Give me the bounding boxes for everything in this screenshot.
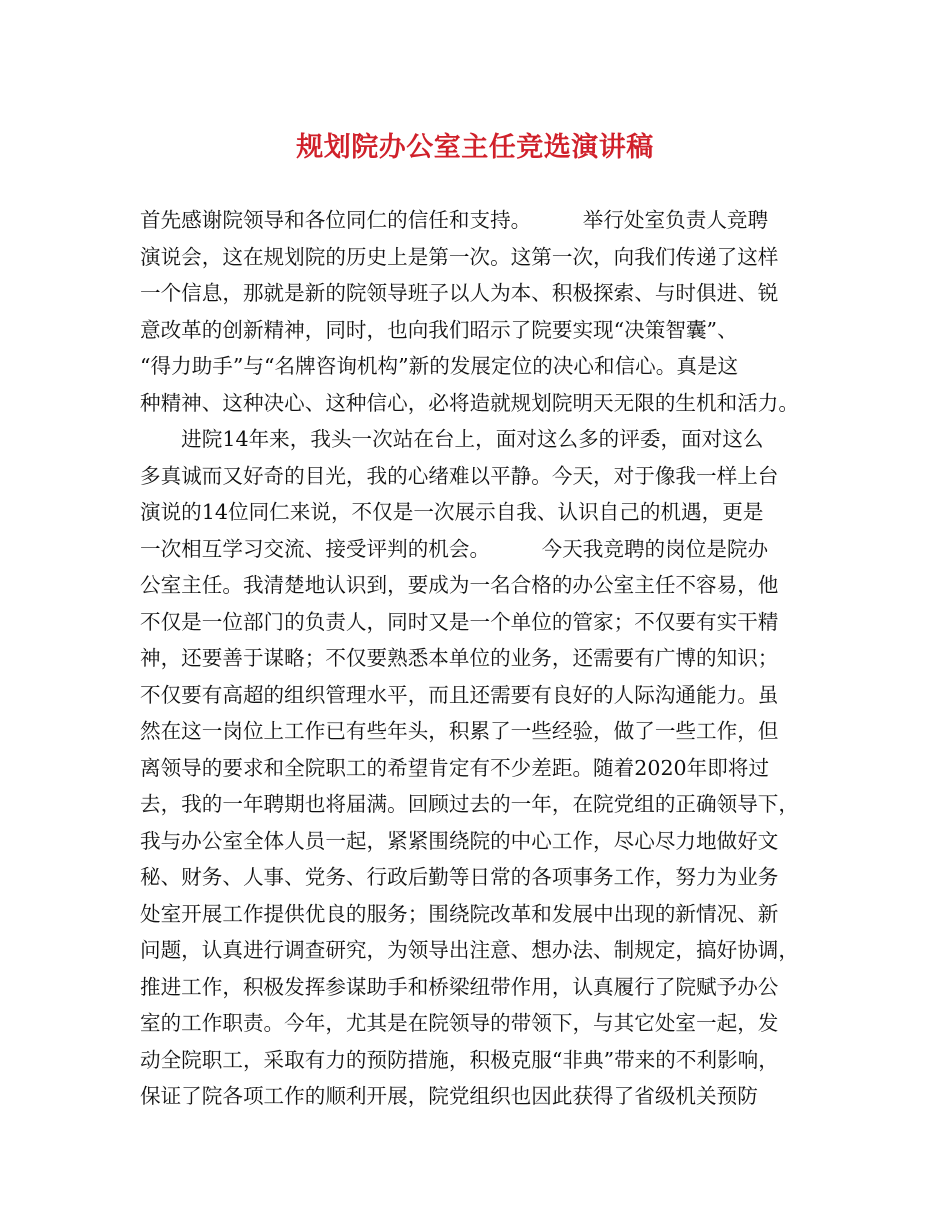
body-line: 一次相互学习交流、接受评判的机会。 今天我竞聘的岗位是院办 xyxy=(140,536,769,561)
body-line: 进院14年来，我头一次站在台上，面对这么多的评委，面对这么 xyxy=(140,427,764,451)
document-body xyxy=(140,202,820,1115)
body-line: 然在这一岗位上工作已有些年头，积累了一些经验，做了一些工作，但 xyxy=(140,719,779,743)
body-line: 演说会，这在规划院的历史上是第一次。这第一次，向我们传递了这样 xyxy=(140,244,779,269)
body-line: 动全院职工，采取有力的预防措施，积极克服“非典”带来的不利影响， xyxy=(140,1047,779,1072)
body-line: 首先感谢院领导和各位同仁的信任和支持。 举行处室负责人竞聘 xyxy=(140,208,769,232)
body-line: 神，还要善于谋略；不仅要熟悉本单位的业务，还需要有广博的知识； xyxy=(140,646,779,670)
body-line: 不仅要有高超的组织管理水平，而且还需要有良好的人际沟通能力。虽 xyxy=(140,682,779,707)
body-line: 处室开展工作提供优良的服务；围绕院改革和发展中出现的新情况、新 xyxy=(140,901,779,926)
body-line: 不仅是一位部门的负责人，同时又是一个单位的管家；不仅要有实干精 xyxy=(140,609,779,634)
body-line: 一个信息，那就是新的院领导班子以人为本、积极探索、与时俱进、锐 xyxy=(140,281,779,305)
body-line: 推进工作，积极发挥参谋助手和桥梁纽带作用，认真履行了院赋予办公 xyxy=(140,974,779,999)
body-line: 保证了院各项工作的顺利开展，院党组织也因此获得了省级机关预防 xyxy=(140,1084,758,1108)
body-line: 问题，认真进行调查研究，为领导出注意、想办法、制规定，搞好协调， xyxy=(140,938,799,962)
body-line: 秘、财务、人事、党务、行政后勤等日常的各项事务工作，努力为业务 xyxy=(140,865,779,889)
body-line: 种精神、这种决心、这种信心，必将造就规划院明天无限的生机和活力。 xyxy=(140,390,799,415)
body-line: 公室主任。我清楚地认识到，要成为一名合格的办公室主任不容易，他 xyxy=(140,573,779,597)
body-line: “得力助手”与“名牌咨询机构”新的发展定位的决心和信心。真是这 xyxy=(140,354,739,378)
body-line: 多真诚而又好奇的目光，我的心绪难以平静。今天，对于像我一样上台 xyxy=(140,463,779,488)
body-line: 室的工作职责。今年，尤其是在院领导的带领下，与其它处室一起，发 xyxy=(140,1011,779,1035)
body-line: 离领导的要求和全院职工的希望肯定有不少差距。随着2020年即将过 xyxy=(140,755,770,780)
body-line: 去，我的一年聘期也将届满。回顾过去的一年，在院党组的正确领导下， xyxy=(140,792,799,816)
body-line: 演说的14位同仁来说，不仅是一次展示自我、认识自己的机遇，更是 xyxy=(140,500,764,524)
body-line: 意改革的创新精神，同时，也向我们昭示了院要实现“决策智囊”、 xyxy=(140,317,738,342)
document-title: 规划院办公室主任竞选演讲稿 xyxy=(296,132,654,163)
body-line: 我与办公室全体人员一起，紧紧围绕院的中心工作，尽心尽力地做好文 xyxy=(140,828,779,853)
